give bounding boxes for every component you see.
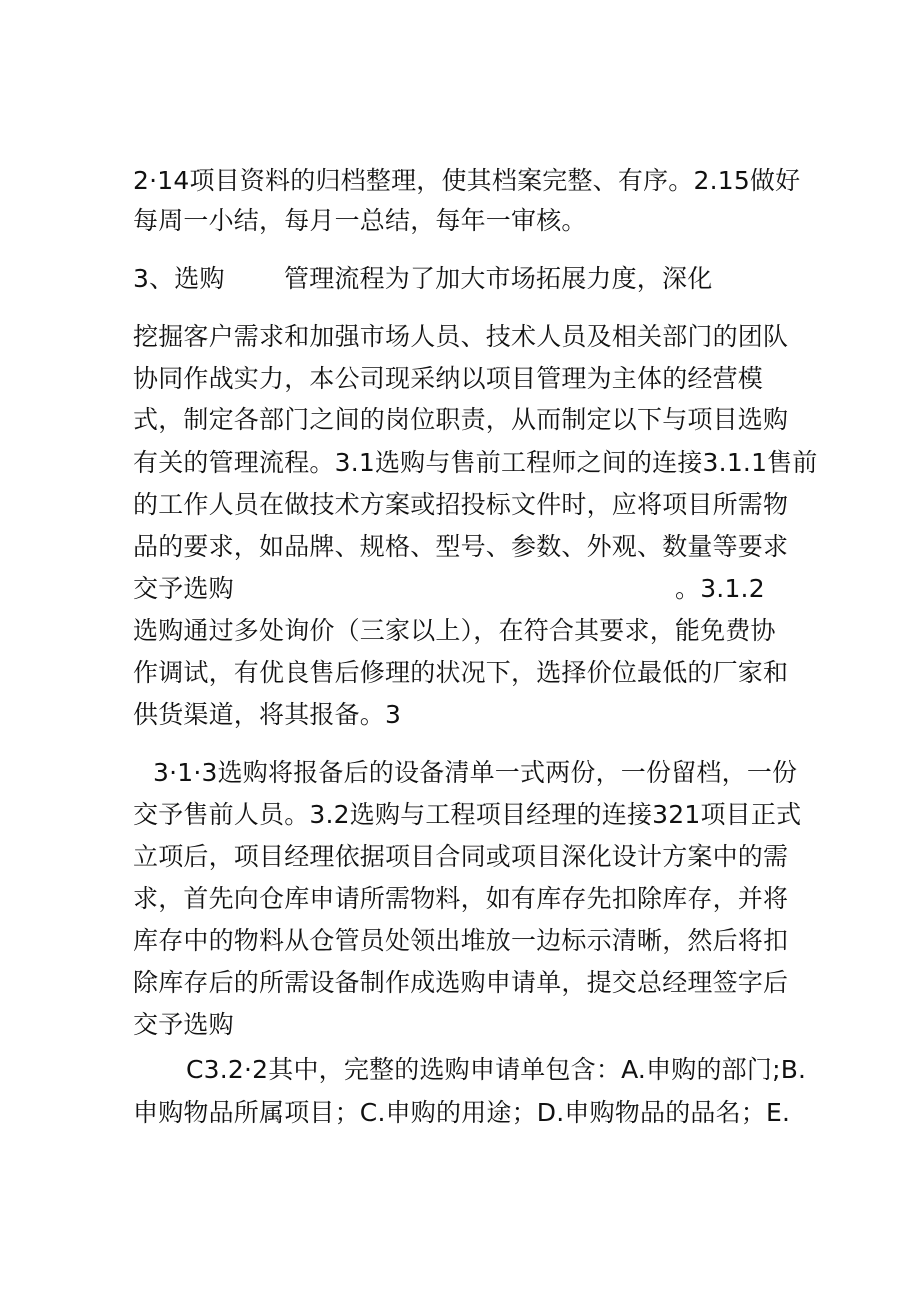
text-line: 申购物品所属项目；C.申购的用途；D.申购物品的品名；E. — [133, 1098, 791, 1127]
section-heading: 3、选购 — [133, 264, 225, 293]
text-line: 立项后，项目经理依据项目合同或项目深化设计方案中的需 — [133, 842, 789, 871]
text-line: 3·1·3选购将报备后的设备清单一式两份，一份留档，一份 — [153, 758, 798, 787]
text-line: 除库存后的所需设备制作成选购申请单，提交总经理签字后 — [133, 968, 789, 997]
text-line: C3.2·2其中，完整的选购申请单包含：A.申购的部门;B. — [186, 1055, 807, 1084]
text-line: 协同作战实力，本公司现采纳以项目管理为主体的经营模 — [133, 364, 764, 393]
text-line: 交予售前人员。3.2选购与工程项目经理的连接321项目正式 — [133, 800, 802, 829]
text-line: 2·14项目资料的归档整理，使其档案完整、有序。2.15做好 — [133, 166, 801, 195]
text-line: 品的要求，如品牌、规格、型号、参数、外观、数量等要求 — [133, 532, 789, 561]
text-line: 每周一小结，每月一总结，每年一审核。 — [133, 206, 587, 235]
text-line: 有关的管理流程。3.1选购与售前工程师之间的连接3.1.1售前 — [133, 448, 818, 477]
text-line: 交予选购 — [133, 574, 234, 603]
text-line: 求，首先向仓库申请所需物料，如有库存先扣除库存，并将 — [133, 884, 789, 913]
text-line: 库存中的物料从仓管员处领出堆放一边标示清晰，然后将扣 — [133, 926, 789, 955]
text-line: 供货渠道，将其报备。3 — [133, 700, 402, 729]
text-line: 。3.1.2 — [675, 574, 765, 603]
text-line: 挖掘客户需求和加强市场人员、技术人员及相关部门的团队 — [133, 322, 789, 351]
text-line: 的工作人员在做技术方案或招投标文件时，应将项目所需物 — [133, 490, 789, 519]
text-line: 管理流程为了加大市场拓展力度，深化 — [284, 264, 713, 293]
text-line: 作调试，有优良售后修理的状况下，选择价位最低的厂家和 — [133, 658, 789, 687]
text-line: 交予选购 — [133, 1010, 234, 1039]
text-line: 式，制定各部门之间的岗位职责，从而制定以下与项目选购 — [133, 405, 789, 434]
text-line: 选购通过多处询价（三家以上），在符合其要求，能免费协 — [133, 616, 776, 645]
